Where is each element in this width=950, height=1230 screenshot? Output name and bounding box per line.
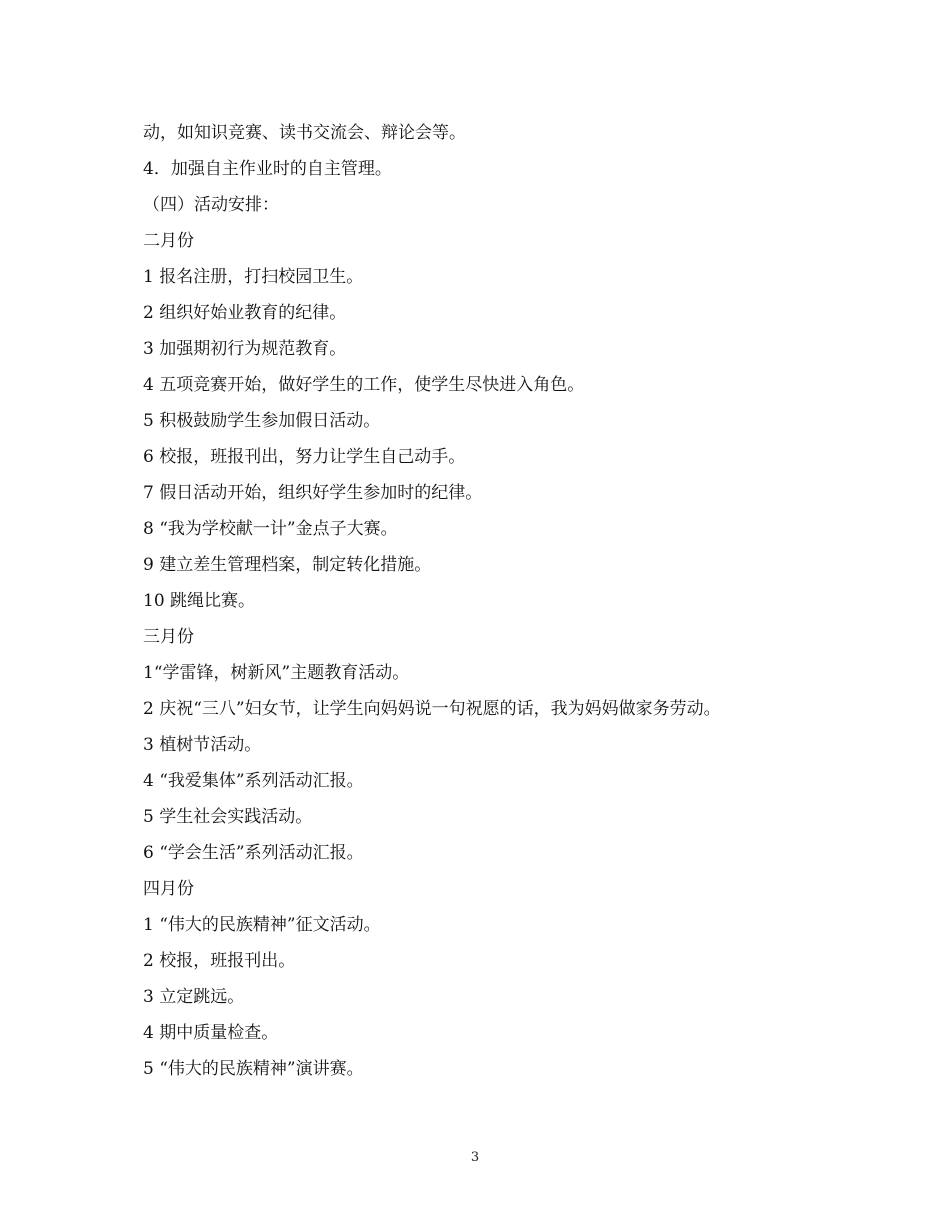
- text-line: 4．加强自主作业时的自主管理。: [143, 159, 392, 179]
- list-item: 10 跳绳比赛。: [143, 591, 256, 611]
- page-number: 3: [470, 1150, 480, 1165]
- list-item: 6 校报，班报刊出，努力让学生自己动手。: [143, 447, 466, 467]
- document-body: [143, 115, 823, 1087]
- list-item: 2 组织好始业教育的纪律。: [143, 303, 347, 323]
- list-item: 5 积极鼓励学生参加假日活动。: [143, 411, 381, 431]
- list-item: 5 “伟大的民族精神”演讲赛。: [143, 1059, 364, 1079]
- list-item: 4 期中质量检查。: [143, 1023, 279, 1043]
- list-item: 9 建立差生管理档案，制定转化措施。: [143, 555, 432, 575]
- list-item: 1“学雷锋，树新风”主题教育活动。: [143, 663, 410, 683]
- list-item: 1 “伟大的民族精神”征文活动。: [143, 915, 381, 935]
- list-item: 4 五项竞赛开始，做好学生的工作，使学生尽快进入角色。: [143, 375, 585, 395]
- list-item: 6 “学会生活”系列活动汇报。: [143, 843, 364, 863]
- month-heading: 四月份: [143, 879, 194, 899]
- list-item: 2 庆祝“三八”妇女节，让学生向妈妈说一句祝愿的话，我为妈妈做家务劳动。: [143, 699, 721, 719]
- list-item: 8 “我为学校献一计”金点子大赛。: [143, 519, 398, 539]
- list-item: 4 “我爱集体”系列活动汇报。: [143, 771, 364, 791]
- list-item: 3 立定跳远。: [143, 987, 245, 1007]
- month-heading: 三月份: [143, 627, 194, 647]
- list-item: 7 假日活动开始，组织好学生参加时的纪律。: [143, 483, 483, 503]
- list-item: 3 加强期初行为规范教育。: [143, 339, 347, 359]
- text-line: 动，如知识竞赛、读书交流会、辩论会等。: [143, 123, 466, 143]
- list-item: 5 学生社会实践活动。: [143, 807, 313, 827]
- list-item: 1 报名注册，打扫校园卫生。: [143, 267, 364, 287]
- month-heading: 二月份: [143, 231, 194, 251]
- section-heading: （四）活动安排：: [143, 195, 279, 215]
- list-item: 3 植树节活动。: [143, 735, 262, 755]
- list-item: 2 校报，班报刊出。: [143, 951, 296, 971]
